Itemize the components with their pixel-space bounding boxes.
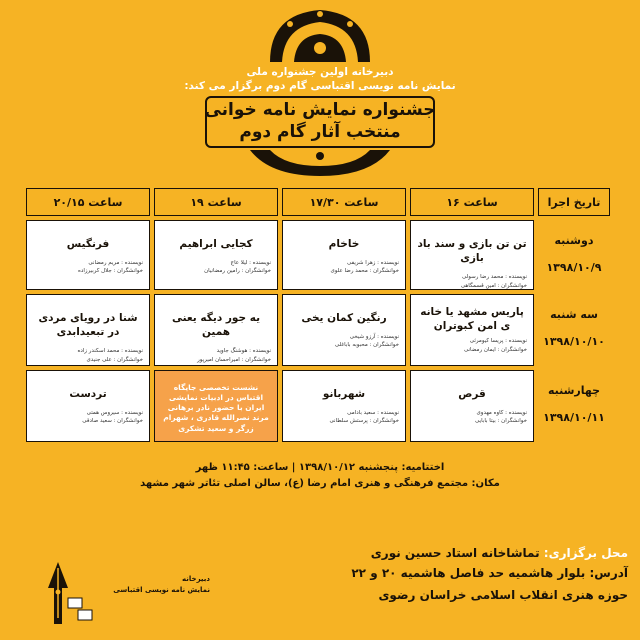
- day-date: ۱۳۹۸/۱۰/۹: [546, 261, 602, 274]
- author: نویسنده : زهرا شریفی: [347, 260, 399, 267]
- day-name: چهارشنبه: [547, 384, 601, 397]
- author: نویسنده : محمد اسکندر زاده: [77, 348, 143, 355]
- day-monday: [538, 220, 610, 290]
- readers: خوانشگران : جلال کربیرزاده: [77, 268, 143, 275]
- day-name: دوشنبه: [554, 234, 594, 247]
- venue-name: تماشاخانه استاد حسین نوری: [370, 546, 540, 560]
- schedule-table: [26, 188, 610, 444]
- venue-organization: حوزه هنری انقلاب اسلامی خراسان رضوی: [378, 588, 628, 602]
- readers: خوانشگران : رامین رمضانیان: [204, 268, 271, 275]
- subtitle-line-1: دبیرخانه اولین جشنواره ملی: [246, 66, 394, 78]
- festival-subtitle: منتخب آثار گام دوم: [239, 122, 401, 142]
- readers: خوانشگران : پرستش سلطانی: [329, 418, 399, 425]
- festival-title: جشنواره نمایش نامه خوانی: [204, 100, 436, 120]
- readers: خوانشگران : محبوبه باباغلی: [334, 342, 399, 349]
- readers: خوانشگران : محمد رضا علوی: [330, 268, 399, 275]
- header-time-1730: ساعت ۱۷/۳۰: [282, 188, 406, 216]
- logo-line-2: نمایش نامه نویسی اقتباسی: [113, 586, 210, 595]
- session-cell: [154, 294, 278, 366]
- header-time-16: ساعت ۱۶: [410, 188, 534, 216]
- subtitle-line-2: نمایش نامه نویسی اقتباسی گام دوم برگزار می کند:: [184, 80, 456, 92]
- venue-label: محل برگزاری:: [543, 546, 628, 560]
- closing-time: اختتامیه: پنجشنبه ۱۳۹۸/۱۰/۱۲ | ساعت: ۱۱:۴۵ ظهر: [195, 462, 445, 473]
- header-date: تاریخ اجرا: [538, 188, 610, 216]
- special-session-note: نشست تخصصی جایگاه اقتباس در ادبیات نمایشی ایران با حضور نادر برهانی مرند نصرالله قادری ، شهرام زرگر و سعید تشکری: [163, 383, 269, 433]
- session-cell: [282, 220, 406, 290]
- closing-ceremony: [120, 460, 520, 491]
- readers: خوانشگران : بیتا بابایی: [475, 418, 527, 425]
- play-title: تن تن بازی و سند باد بازی: [417, 238, 527, 265]
- session-cell: [282, 370, 406, 442]
- author: نویسنده : مریم رمضانی: [88, 260, 143, 267]
- author: نویسنده : لیلا عاج: [230, 260, 271, 267]
- author: نویسنده : سیروس همتی: [86, 410, 143, 417]
- play-title: تردست: [69, 388, 107, 400]
- play-title: یه جور دیگه یعنی همین: [171, 312, 261, 339]
- session-cell: [282, 294, 406, 366]
- play-title: شهربانو: [322, 388, 366, 400]
- readers: خوانشگران : امیراحسان امیرپور: [197, 356, 271, 363]
- special-session-cell: [154, 370, 278, 442]
- session-cell: [154, 220, 278, 290]
- author: نویسنده : کاوه مهدوی: [476, 410, 527, 417]
- author: نویسنده : آرزو شیخی: [349, 334, 399, 341]
- author: نویسنده : پریسا کیومرثی: [469, 338, 527, 345]
- readers: خوانشگران : امین قسمگاهی: [460, 282, 527, 289]
- top-ornament: [260, 4, 380, 64]
- session-cell: [410, 294, 534, 366]
- readers: خوانشگران : سعید صادقی: [82, 418, 143, 425]
- day-date: ۱۳۹۸/۱۰/۱۱: [543, 411, 605, 424]
- author: نویسنده : سعید بادامی: [347, 410, 399, 417]
- play-title: شنا در رویای مردی در تبعیدابدی: [38, 312, 138, 339]
- play-title: قرص: [458, 388, 486, 400]
- session-cell: [26, 220, 150, 290]
- author: نویسنده : هوشنگ جاوید: [216, 348, 271, 355]
- logo-line-1: دبیرخانه: [182, 575, 210, 583]
- bottom-ornament: [250, 150, 390, 178]
- play-title: پاریس مشهد یا خانه ی امن کبوتران: [420, 306, 524, 333]
- day-date: ۱۳۹۸/۱۰/۱۰: [543, 335, 605, 348]
- header-time-2015: ساعت ۲۰/۱۵: [26, 188, 150, 216]
- readers: خوانشگران : ایمان رمضانی: [463, 346, 527, 353]
- venue-line: [288, 546, 628, 560]
- play-title: خاخام: [328, 238, 360, 250]
- header-time-19: ساعت ۱۹: [154, 188, 278, 216]
- readers: خوانشگران : علی جنیدی: [86, 356, 143, 363]
- festival-logo-icon: [18, 558, 98, 628]
- day-wednesday: [538, 370, 610, 442]
- author: نویسنده : محمد رضا رسولی: [461, 274, 527, 281]
- day-name: سه شنبه: [550, 308, 598, 321]
- day-tuesday: [538, 294, 610, 366]
- play-title: رنگین کمان یخی: [301, 312, 387, 324]
- play-title: کجایی ابراهیم: [179, 238, 253, 250]
- closing-location: مکان: مجتمع فرهنگی و هنری امام رضا (ع)، سالن اصلی تئاتر شهر مشهد: [140, 477, 500, 489]
- session-cell: [26, 370, 150, 442]
- session-cell: [410, 220, 534, 290]
- venue-address: آدرس: بلوار هاشمیه حد فاصل هاشمیه ۲۰ و ۲۲: [351, 566, 628, 580]
- session-cell: [26, 294, 150, 366]
- logo-caption: [100, 574, 210, 596]
- session-cell: [410, 370, 534, 442]
- play-title: فرنگیس: [66, 238, 110, 250]
